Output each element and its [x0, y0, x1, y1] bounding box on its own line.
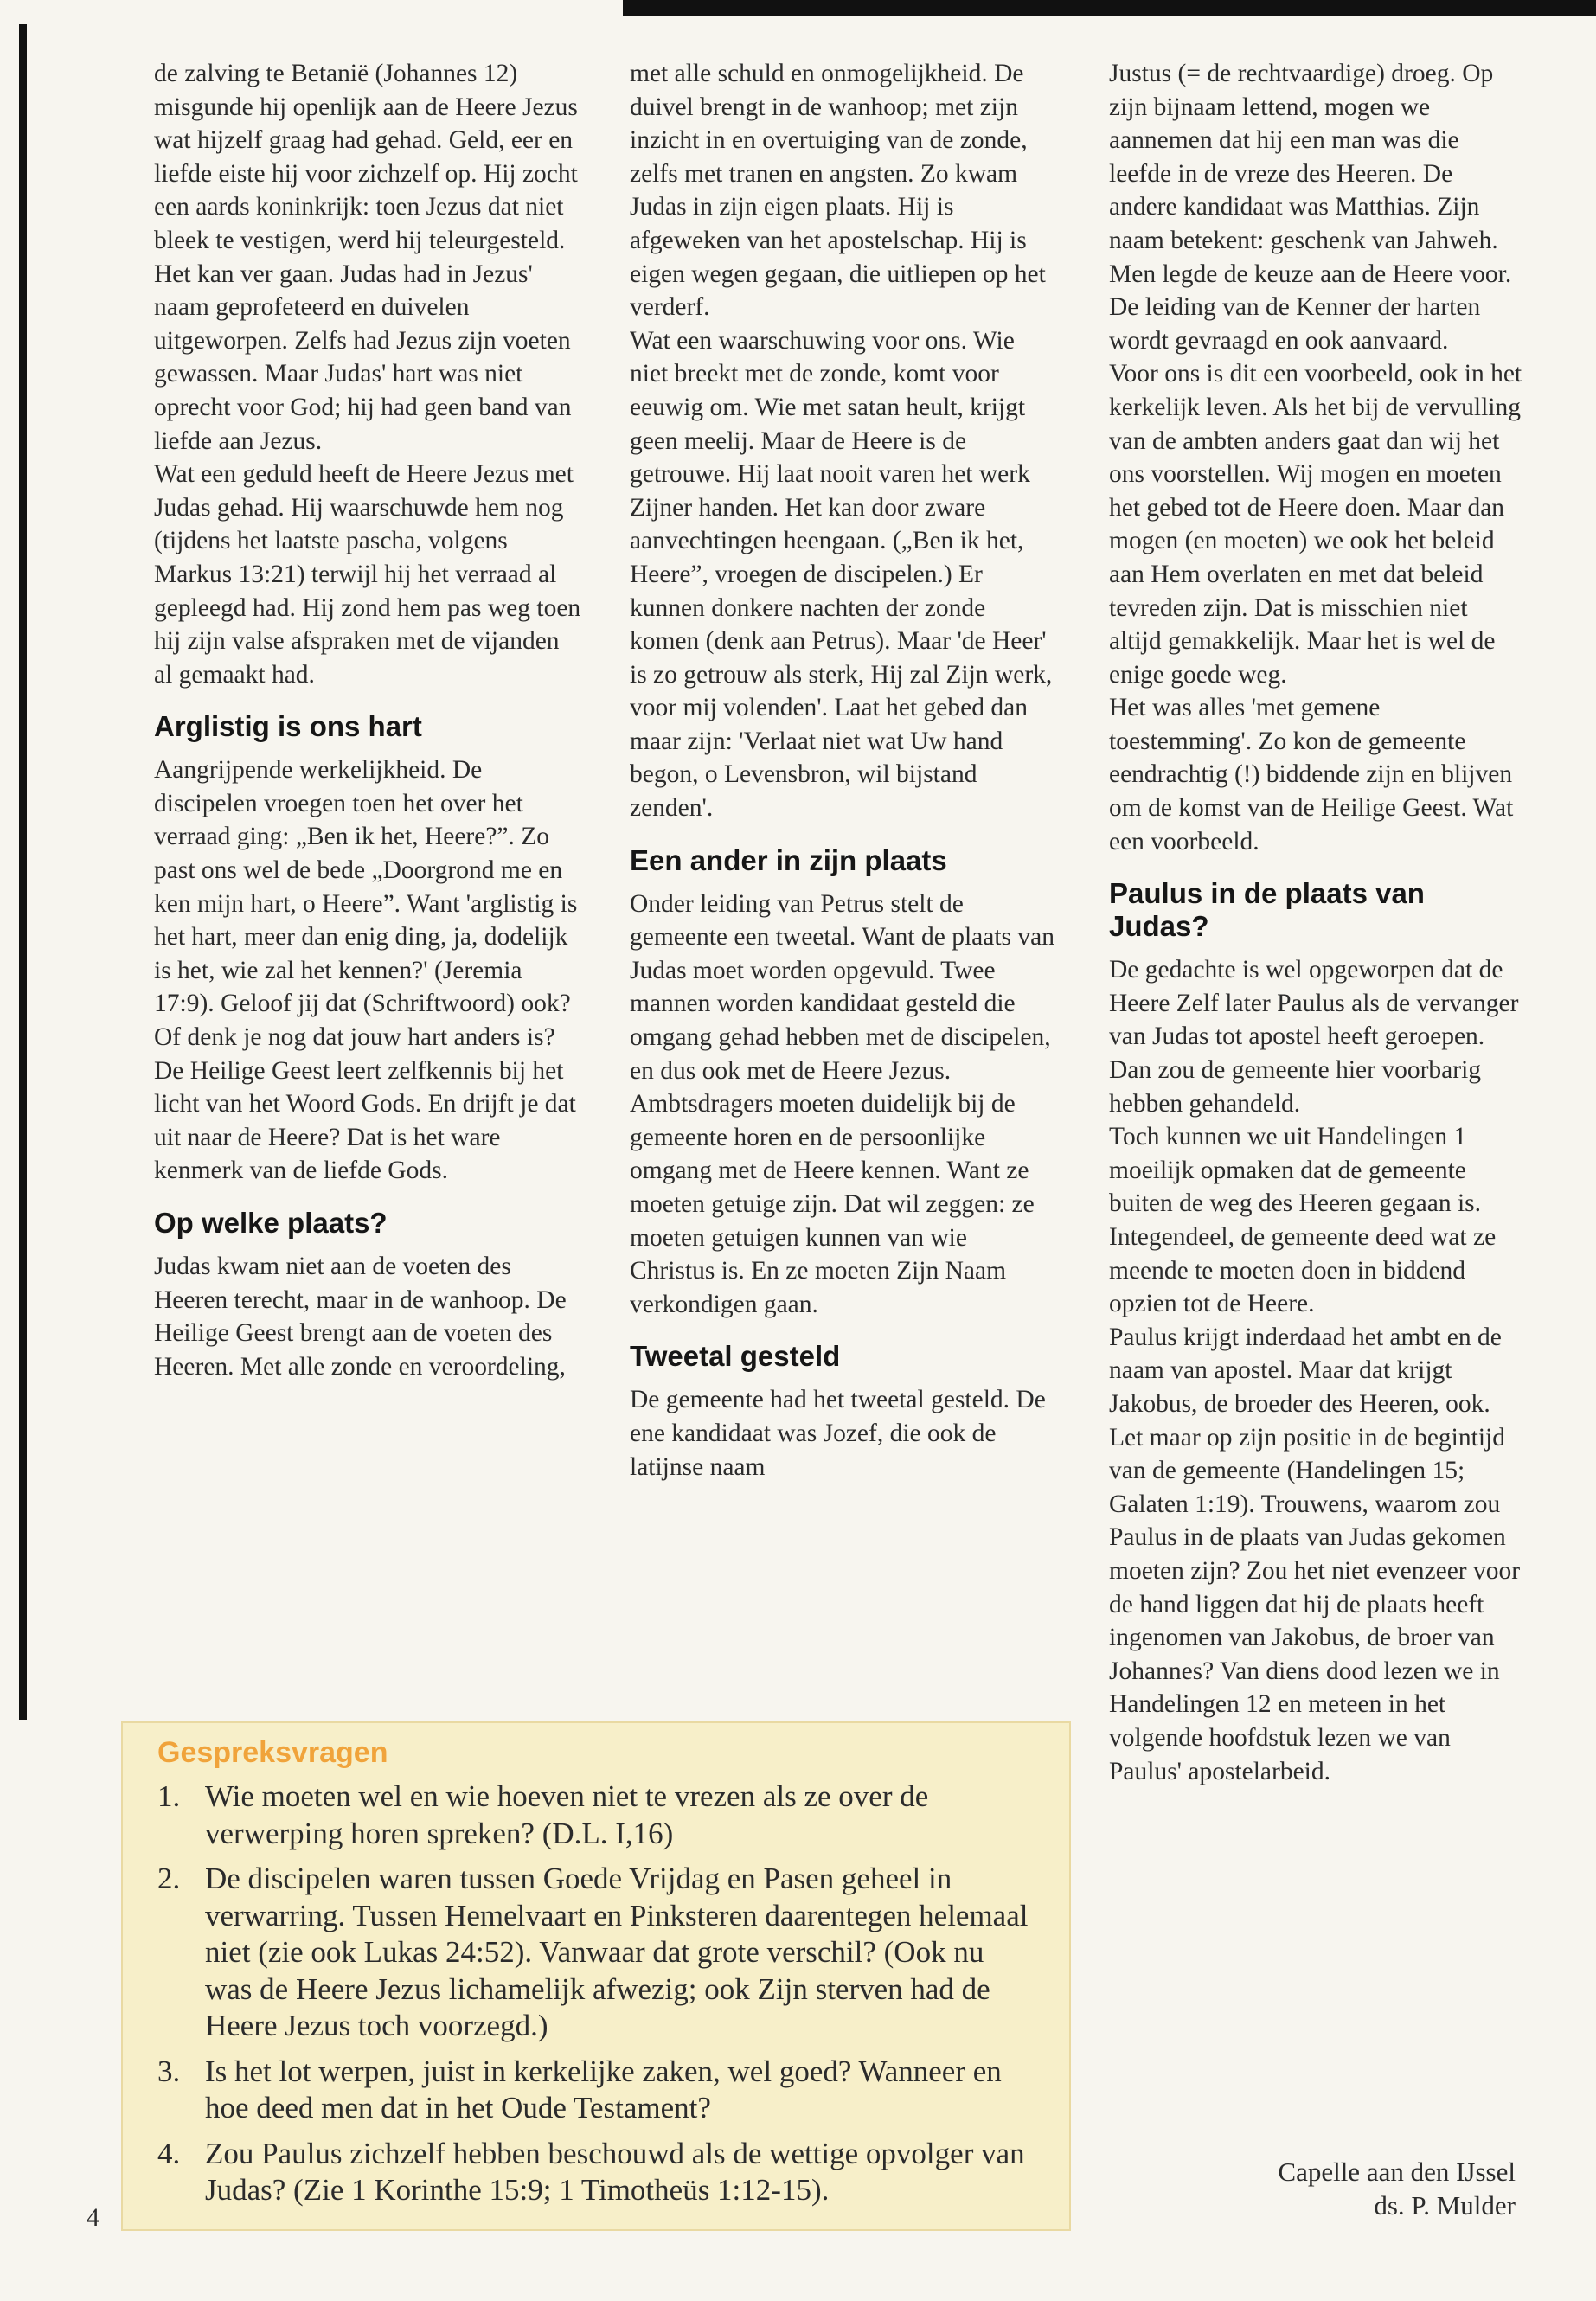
section-heading: Een ander in zijn plaats — [630, 843, 947, 876]
column-2 — [630, 57, 1055, 1484]
column-3 — [1109, 57, 1524, 1788]
top-rule — [623, 0, 1596, 16]
paragraph: De gemeente had het tweetal gesteld. De ene kandidaat was Jozef, die ook de latijnse naam — [630, 1386, 1046, 1481]
paragraph: Paulus krijgt inderdaad het ambt en de naam van apostel. Maar dat krijgt Jakobus, de broeder des Heeren, ook. Let maar op zijn positie in de begintijd van de gemeente (Handelingen 15; Galaten 1:19). Trouwens, waarom zou Paulus in de plaats van Judas gekomen moeten zijn? Zou het niet evenzeer voor de hand liggen dat hij de plaats heeft ingenomen van Jakobus, de broer van Johannes? Van diens dood lezen we in Handelingen 12 en meteen in het volgende hoofdstuk lezen we van Paulus' apostelarbeid. — [1109, 1323, 1521, 1785]
paragraph: De gedachte is wel opgeworpen dat de Heere Zelf later Paulus als de vervanger van Judas tot apostel heeft geroepen. Dan zou de gemeente hier voorbarig hebben gehandeld. — [1109, 956, 1519, 1118]
paragraph: Het was alles 'met gemene toestemming'. Zo kon de gemeente eendrachtig (!) biddende zijn en blijven om de komst van de Heilige Geest. Wat een voorbeeld. — [1109, 694, 1514, 856]
paragraph: Aangrijpende werkelijkheid. De discipelen vroegen toen het over het verraad ging: „Ben ik het, Heere?”. Zo past ons wel de bede „Doorgrond me en ken mijn hart, o Heere”. Want 'arglistig is het hart, meer dan enig ding, ja, dodelijk is het, wie zal het kennen?' (Jeremia 17:9). Geloof jij dat (Schriftwoord) ook? Of denk je nog dat jouw hart anders is? De Heilige Geest leert zelfkennis bij het licht van het Woord Gods. En drijft je dat uit naar de Heere? Dat is het ware kenmerk van de liefde Gods. — [154, 756, 578, 1185]
question-item — [157, 2054, 1038, 2127]
section-heading: Arglistig is ons hart — [154, 710, 422, 743]
question-number: 3. — [157, 2054, 181, 2088]
questions-list — [157, 1779, 1038, 2209]
question-item — [157, 1861, 1038, 2045]
signature-author: ds. P. Mulder — [1374, 2190, 1516, 2221]
paragraph: Wat een waarschuwing voor ons. Wie niet breekt met de zonde, komt voor eeuwig om. Wie met satan heult, krijgt geen meelij. Maar de Heere is de getrouwe. Hij laat nooit varen het werk Zijner handen. Het kan door zware aanvechtingen heengaan. („Ben ik het, Heere”, vroegen de discipelen.) Er kunnen donkere nachten der zonde komen (denk aan Petrus). Maar 'de Heer' is zo getrouw als sterk, Hij zal Zijn werk, voor mij volenden'. Laat het gebed dan maar zijn: 'Verlaat niet wat Uw hand begon, o Levensbron, wil bijstand zenden'. — [630, 326, 1053, 823]
question-number: 2. — [157, 1862, 181, 1895]
paragraph: Het kan ver gaan. Judas had in Jezus' naam geprofeteerd en duivelen uitgeworpen. Zelfs had Jezus zijn voeten gewassen. Maar Judas' hart was niet oprecht voor God; hij had geen band van liefde aan Jezus. — [154, 260, 572, 455]
page-number: 4 — [87, 2203, 99, 2232]
paragraph: Toch kunnen we uit Handelingen 1 moeilijk opmaken dat de gemeente buiten de weg des Heeren gegaan is. Integendeel, de gemeente deed wat ze meende te moeten doen in biddend opzien tot de Heere. — [1109, 1123, 1497, 1318]
paragraph: Voor ons is dit een voorbeeld, ook in het kerkelijk leven. Als het bij de vervulling van de ambten anders gaat dan wij het ons voorstellen. Wij mogen en moeten het gebed tot de Heere doen. Maar dan mogen (en moeten) we ook het beleid aan Hem overlaten en met dat beleid tevreden zijn. Dat is misschien niet altijd gemakkelijk. Maar het is wel de enige goede weg. — [1109, 360, 1522, 689]
question-number: 1. — [157, 1779, 181, 1813]
left-rule — [19, 24, 27, 1720]
signature — [1109, 2155, 1516, 2222]
question-text: Wie moeten wel en wie hoeven niet te vrezen als ze over de verwerping horen spreken? (D.L. I,16) — [205, 1779, 929, 1850]
paragraph: Judas kwam niet aan de voeten des Heeren terecht, maar in de wanhoop. De Heilige Geest brengt aan de voeten des Heeren. Met alle zonde en veroordeling, — [154, 1253, 567, 1381]
question-text: Is het lot werpen, juist in kerkelijke zaken, wel goed? Wanneer en hoe deed men dat in het Oude Testament? — [205, 2054, 1002, 2125]
question-number: 4. — [157, 2136, 181, 2170]
section-heading: Paulus in de plaats van Judas? — [1109, 877, 1425, 943]
section-heading: Op welke plaats? — [154, 1207, 388, 1239]
paragraph: Onder leiding van Petrus stelt de gemeente een tweetal. Want de plaats van Judas moet worden opgevuld. Twee mannen worden kandidaat gesteld die omgang gehad hebben met de discipelen, en dus ook met de Heere Jezus. Ambtsdragers moeten duidelijk bij de gemeente horen en de persoonlijke omgang met de Heere kennen. Want ze moeten getuige zijn. Dat wil zeggen: ze moeten getuigen kunnen van wie Christus is. En ze moeten Zijn Naam verkondigen gaan. — [630, 889, 1054, 1318]
paragraph: Wat een geduld heeft de Heere Jezus met Judas gehad. Hij waarschuwde hem nog (tijdens het laatste pascha, volgens Markus 13:21) terwijl hij het verraad al gepleegd had. Hij zond hem pas weg toen hij zijn valse afspraken met de vijanden al gemaakt had. — [154, 460, 581, 689]
paragraph: met alle schuld en onmogelijkheid. De duivel brengt in de wanhoop; met zijn inzicht in en overtuiging van de zonde, zelfs met tranen en angsten. Zo kwam Judas in zijn eigen plaats. Hij is afgeweken van het apostelschap. Hij is eigen wegen gegaan, die uitliepen op het verderf. — [630, 60, 1046, 322]
discussion-questions-box — [121, 1721, 1071, 2231]
column-1 — [154, 57, 581, 1383]
question-item — [157, 2136, 1038, 2209]
paragraph: de zalving te Betanië (Johannes 12) misgunde hij openlijk aan de Heere Jezus wat hijzelf graag had gehad. Geld, eer en liefde eiste hij voor zichzelf op. Hij zocht een aards koninkrijk: toen Jezus dat niet bleek te vestigen, werd hij teleurgesteld. — [154, 60, 578, 254]
paragraph: Justus (= de rechtvaardige) droeg. Op zijn bijnaam lettend, mogen we aannemen dat hij een man was die leefde in de vreze des Heeren. De andere kandidaat was Matthias. Zijn naam betekent: geschenk van Jahweh. Men legde de keuze aan de Heere voor. De leiding van de Kenner der harten wordt gevraagd en ook aanvaard. — [1109, 60, 1512, 355]
question-text: Zou Paulus zichzelf hebben beschouwd als de wettige opvolger van Judas? (Zie 1 Korinthe 15:9; 1 Timotheüs 1:12-15). — [205, 2136, 1025, 2207]
signature-place: Capelle aan den IJssel — [1278, 2157, 1516, 2187]
question-text: De discipelen waren tussen Goede Vrijdag en Pasen geheel in verwarring. Tussen Hemelvaart en Pinksteren daarentegen helemaal niet (zie ook Lukas 24:52). Vanwaar dat grote verschil? (Ook nu was de Heere Jezus lichamelijk afwezig; ook Zijn sterven had de Heere Jezus toch voorzegd.) — [205, 1862, 1029, 2042]
questions-title: Gespreksvragen — [157, 1736, 388, 1769]
question-item — [157, 1779, 1038, 1852]
section-heading: Tweetal gesteld — [630, 1340, 841, 1373]
